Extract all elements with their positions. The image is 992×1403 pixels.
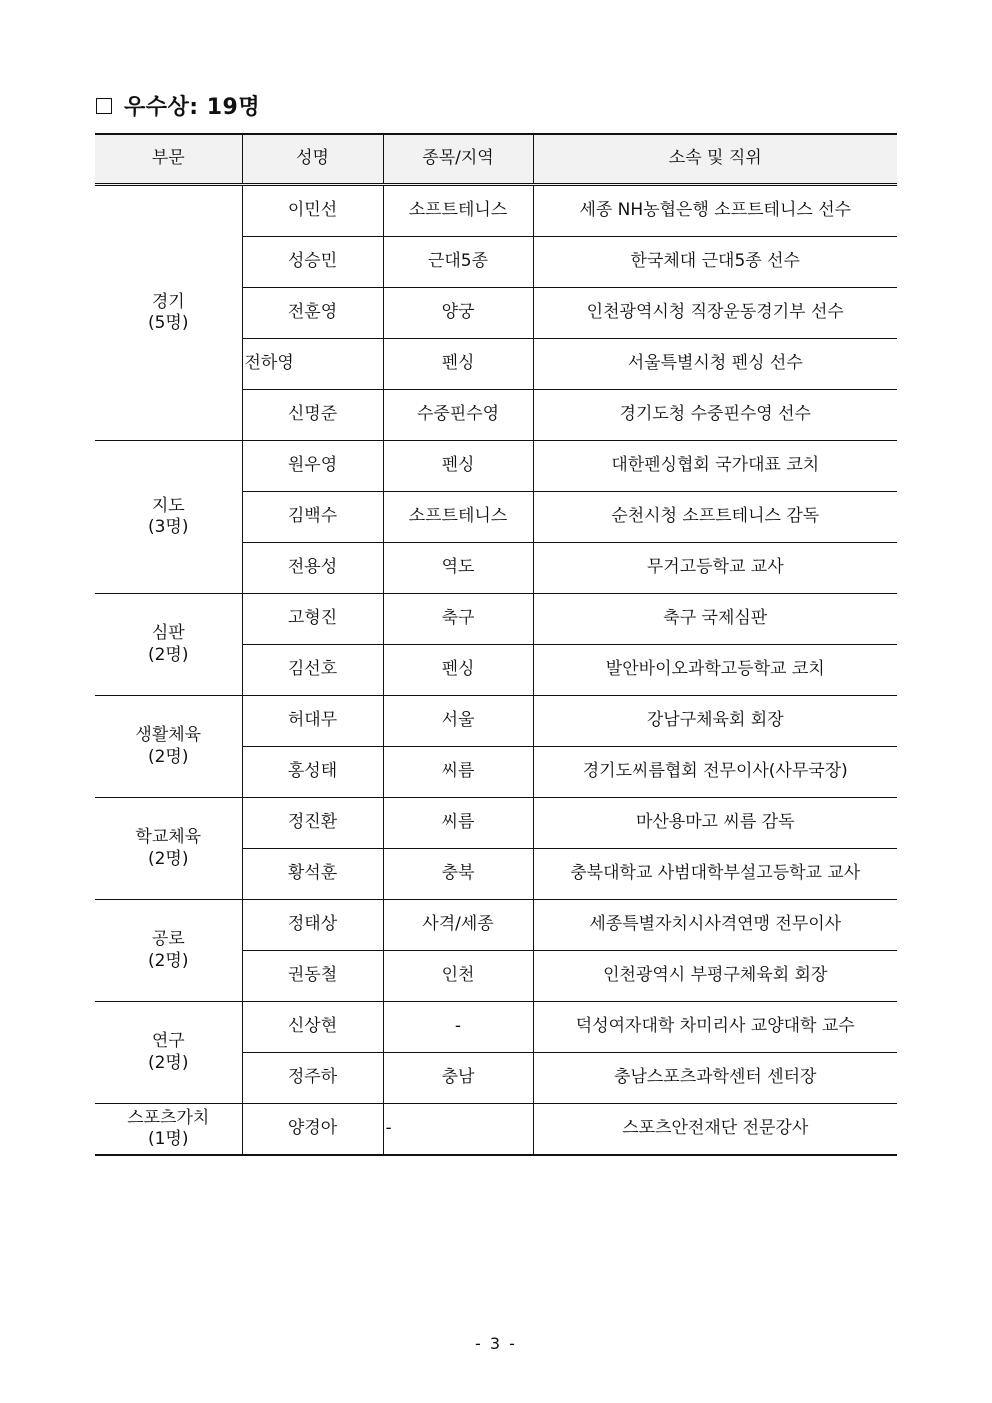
table-row <box>95 441 897 492</box>
affiliation-cell: 스포츠안전재단 전문강사 <box>533 1104 897 1156</box>
sport-cell: 사격/세종 <box>383 900 533 951</box>
header-name: 성명 <box>242 134 383 185</box>
category-label: 공로 <box>151 929 185 950</box>
name-cell: 원우영 <box>242 441 383 492</box>
category-cell <box>95 594 242 696</box>
table-body <box>95 185 897 1156</box>
table-row <box>95 696 897 747</box>
table-row <box>95 900 897 951</box>
table-row <box>95 594 897 645</box>
affiliation-cell: 발안바이오과학고등학교 코치 <box>533 645 897 696</box>
name-cell: 신명준 <box>242 390 383 441</box>
sport-cell: - <box>383 1002 533 1053</box>
name-cell: 권동철 <box>242 951 383 1002</box>
affiliation-cell: 경기도씨름협회 전무이사(사무국장) <box>533 747 897 798</box>
name-cell: 홍성태 <box>242 747 383 798</box>
header-sport: 종목/지역 <box>383 134 533 185</box>
name-cell: 황석훈 <box>242 849 383 900</box>
category-label: 스포츠가치 <box>127 1107 210 1128</box>
affiliation-cell: 세종특별자치시사격연맹 전무이사 <box>533 900 897 951</box>
category-cell <box>95 185 242 441</box>
sport-cell: 근대5종 <box>383 237 533 288</box>
category-label: 연구 <box>151 1031 185 1052</box>
category-count: (2명) <box>147 746 189 767</box>
table-row <box>95 798 897 849</box>
category-cell <box>95 900 242 1002</box>
category-count: (3명) <box>147 517 189 537</box>
category-cell <box>95 441 242 594</box>
sport-cell: 펜싱 <box>383 645 533 696</box>
table-row <box>95 1002 897 1053</box>
affiliation-cell: 무거고등학교 교사 <box>533 543 897 594</box>
sport-cell: 충북 <box>383 849 533 900</box>
sport-cell: 역도 <box>383 543 533 594</box>
affiliation-cell: 덕성여자대학 차미리사 교양대학 교수 <box>533 1002 897 1053</box>
sport-cell: 씨름 <box>383 798 533 849</box>
affiliation-cell: 대한펜싱협회 국가대표 코치 <box>533 441 897 492</box>
name-cell: 고형진 <box>242 594 383 645</box>
sport-cell: 양궁 <box>383 288 533 339</box>
name-cell: 허대무 <box>242 696 383 747</box>
sport-cell: 충남 <box>383 1053 533 1104</box>
affiliation-cell: 강남구체육회 회장 <box>533 696 897 747</box>
category-cell <box>95 798 242 900</box>
sport-cell: - <box>383 1104 533 1156</box>
affiliation-cell: 인천광역시 부평구체육회 회장 <box>533 951 897 1002</box>
affiliation-cell: 세종 NH농협은행 소프트테니스 선수 <box>533 185 897 237</box>
category-count: (5명) <box>147 313 189 333</box>
sport-cell: 씨름 <box>383 747 533 798</box>
category-label: 경기 <box>151 291 185 312</box>
category-count: (2명) <box>147 950 189 971</box>
sport-cell: 소프트테니스 <box>383 185 533 237</box>
category-label: 지도 <box>151 495 185 516</box>
name-cell: 김백수 <box>242 492 383 543</box>
category-count: (2명) <box>147 644 189 665</box>
header-affiliation: 소속 및 직위 <box>533 134 897 185</box>
name-cell: 전훈영 <box>242 288 383 339</box>
awards-table <box>95 133 897 1156</box>
page-number: - 3 - <box>475 1334 517 1353</box>
sport-cell: 소프트테니스 <box>383 492 533 543</box>
affiliation-cell: 인천광역시청 직장운동경기부 선수 <box>533 288 897 339</box>
name-cell: 전하영 <box>242 339 383 390</box>
sport-cell: 서울 <box>383 696 533 747</box>
name-cell: 양경아 <box>242 1104 383 1156</box>
affiliation-cell: 경기도청 수중핀수영 선수 <box>533 390 897 441</box>
affiliation-cell: 서울특별시청 펜싱 선수 <box>533 339 897 390</box>
table-row <box>95 1104 897 1156</box>
category-cell <box>95 1002 242 1104</box>
header-category: 부문 <box>95 134 242 185</box>
category-count: (2명) <box>147 848 189 869</box>
category-count: (1명) <box>147 1129 189 1149</box>
category-cell <box>95 696 242 798</box>
name-cell: 신상현 <box>242 1002 383 1053</box>
category-label: 심판 <box>151 623 185 644</box>
name-cell: 성승민 <box>242 237 383 288</box>
category-cell <box>95 1104 242 1156</box>
sport-cell: 펜싱 <box>383 441 533 492</box>
name-cell: 전용성 <box>242 543 383 594</box>
name-cell: 김선호 <box>242 645 383 696</box>
affiliation-cell: 충남스포츠과학센터 센터장 <box>533 1053 897 1104</box>
section-title-text: 우수상: 19명 <box>124 95 261 120</box>
category-count: (2명) <box>147 1052 189 1073</box>
category-label: 생활체육 <box>135 725 202 746</box>
checkbox-square-icon <box>96 98 112 114</box>
name-cell: 정진환 <box>242 798 383 849</box>
category-label: 학교체육 <box>135 827 202 848</box>
table-row <box>95 185 897 237</box>
affiliation-cell: 순천시청 소프트테니스 감독 <box>533 492 897 543</box>
sport-cell: 수중핀수영 <box>383 390 533 441</box>
sport-cell: 펜싱 <box>383 339 533 390</box>
table-header-row <box>95 134 897 185</box>
name-cell: 정태상 <box>242 900 383 951</box>
name-cell: 정주하 <box>242 1053 383 1104</box>
name-cell: 이민선 <box>242 185 383 237</box>
affiliation-cell: 축구 국제심판 <box>533 594 897 645</box>
affiliation-cell: 마산용마고 씨름 감독 <box>533 798 897 849</box>
sport-cell: 축구 <box>383 594 533 645</box>
affiliation-cell: 한국체대 근대5종 선수 <box>533 237 897 288</box>
affiliation-cell: 충북대학교 사범대학부설고등학교 교사 <box>533 849 897 900</box>
section-title <box>96 90 260 121</box>
sport-cell: 인천 <box>383 951 533 1002</box>
